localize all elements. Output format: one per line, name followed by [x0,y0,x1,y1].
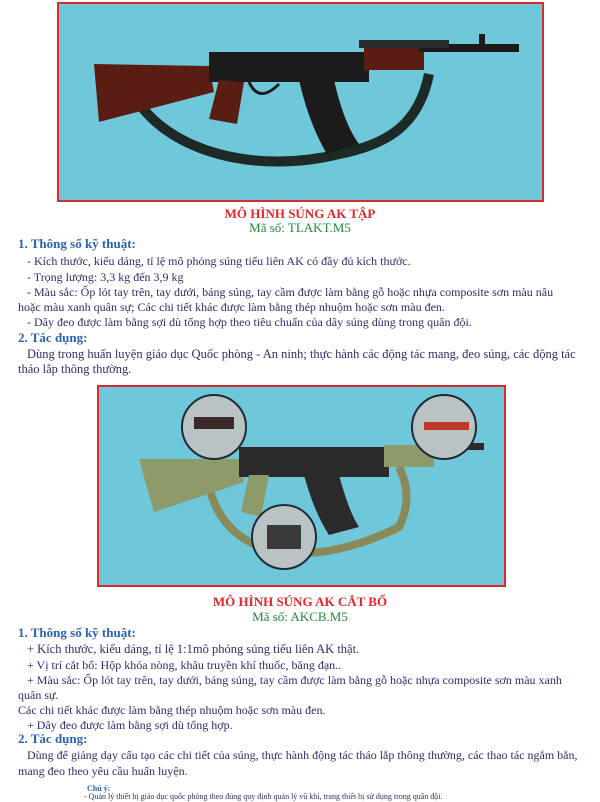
product2-code: Mã số: AKCB.M5 [252,609,348,624]
product2-spec-line: quân sự. [18,688,59,702]
product1-photo [57,2,544,202]
note-title: Chú ý: [87,784,111,793]
ak-cutaway-image [99,387,504,585]
product1-spec-line: - Màu sắc: Ốp lót tay trên, tay dưới, báng súng, tay cầm được làm bằng gỗ hoặc nhựa composite sơn màu nâu [27,285,554,299]
product2-photo [97,385,506,587]
product1-title: MÔ HÌNH SÚNG AK TẬP [224,206,376,221]
product2-use-line: Dùng để giảng dạy cấu tạo các chi tiết của súng, thực hành động tác tháo lắp thông thường, các thao tác ngắm bắn, [27,748,578,762]
product1-spec-line: hoặc màu xanh quân sự; Các chi tiết khác được làm bằng thép nhuộm hoặc sơn màu đen. [18,300,445,314]
product2-title: MÔ HÌNH SÚNG AK CẮT BỔ [212,594,388,609]
product2-spec-line: + Màu sắc: Ốp lót tay trên, tay dưới, báng súng, tay cầm được làm bằng gỗ hoặc nhựa composite sơn màu xanh [27,673,562,687]
product2-spec-line: Các chi tiết khác được làm bằng thép nhuộm hoặc sơn màu đen. [18,703,326,717]
product2-spec-line: + Kích thước, kiểu dáng, tỉ lệ 1:1mô phỏng súng tiểu liên AK thật. [27,642,360,656]
ak-rifle-image [59,4,542,200]
product1-use-line: tháo lắp thông thường. [18,362,132,376]
product1-spec-line: - Dây đeo được làm bằng sợi dù tổng hợp theo tiêu chuẩn của dây súng dùng trong quân đội. [27,315,472,329]
product2-spec-line: + Vị trí cắt bổ: Hộp khóa nòng, khâu truyền khí thuốc, băng đạn.. [27,658,342,672]
product2-spec-line: + Dây đeo được làm bằng sợi dù tổng hợp. [27,718,233,732]
product1-spec-line: - Trọng lượng: 3,3 kg đến 3,9 kg [27,270,184,284]
product2-use-line: mang đeo theo yêu cầu huấn luyện. [18,764,188,778]
product1-use-line: Dùng trong huấn luyện giáo dục Quốc phòng - An ninh; thực hành các động tác mang, đeo súng, các động tác [27,347,576,361]
product1-code: Mã số: TLAKT.M5 [249,220,351,235]
product1-use-heading: 2. Tác dụng: [18,330,88,345]
product2-use-heading: 2. Tác dụng: [18,731,88,746]
product1-spec-heading: 1. Thông số kỹ thuật: [18,236,136,251]
product2-spec-heading: 1. Thông số kỹ thuật: [18,625,136,640]
product1-spec-line: - Kích thước, kiểu dáng, tỉ lệ mô phỏng súng tiểu liên AK có đầy đủ kích thước. [27,254,411,268]
note-text: - Quản lý thiết bị giáo dục quốc phòng theo đúng quy định quản lý vũ khí, trang thiết bị sử dụng trong quân đội. [84,792,443,801]
